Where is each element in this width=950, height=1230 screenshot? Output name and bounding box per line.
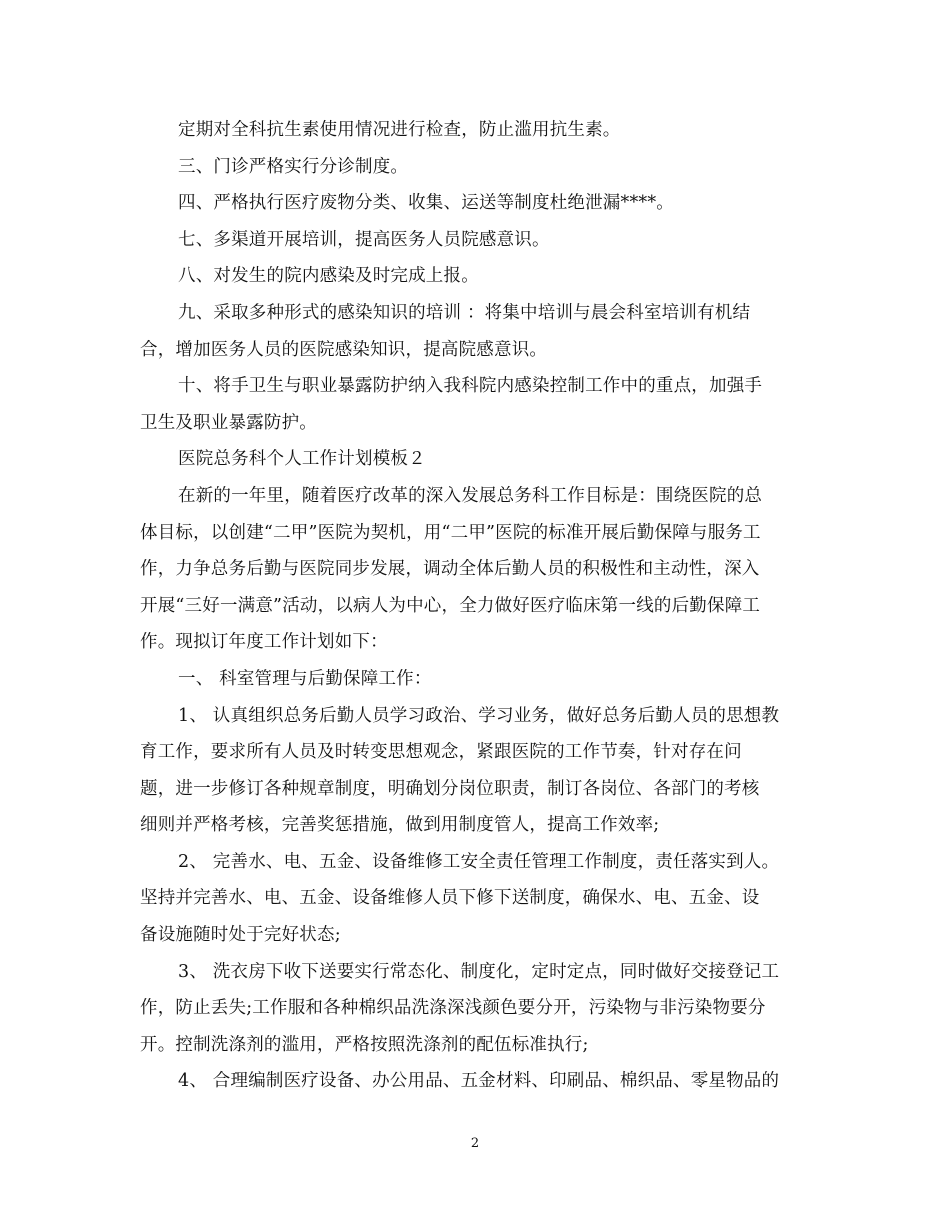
text-line: 卫生及职业暴露防护。 xyxy=(140,412,317,433)
text-line: 作，力争总务后勤与医院同步发展，调动全体后勤人员的积极性和主动性，深入 xyxy=(140,559,760,580)
text-line: 育工作，要求所有人员及时转变思想观念，紧跟医院的工作节奏，针对存在问 xyxy=(140,742,742,763)
text-line: 定期对全科抗生素使用情况进行检查，防止滥用抗生素。 xyxy=(178,120,621,140)
text-line: 备设施随时处于完好状态; xyxy=(140,925,341,946)
text-line: 一、 科室管理与后勤保障工作： xyxy=(178,668,432,689)
text-line: 三、门诊严格实行分诊制度。 xyxy=(178,156,409,177)
text-line: 八、对发生的院内感染及时完成上报。 xyxy=(178,266,479,287)
text-line: 作，防止丢失;工作服和各种棉织品洗涤深浅颜色要分开，污染物与非污染物要分 xyxy=(140,998,766,1019)
text-line: 合，增加医务人员的医院感染知识，提高院感意识。 xyxy=(140,339,548,360)
section-heading: 医院总务科个人工作计划模板２ xyxy=(178,449,426,470)
document-body xyxy=(140,112,820,1100)
page-number: 2 xyxy=(470,1136,480,1151)
text-line: 3、 洗衣房下收下送要实行常态化、制度化，定时定点，同时做好交接登记工 xyxy=(178,961,780,982)
text-line: 4、 合理编制医疗设备、办公用品、五金材料、印刷品、棉织品、零星物品的 xyxy=(178,1071,780,1092)
text-line: 七、多渠道开展培训，提高医务人员院感意识。 xyxy=(178,229,550,250)
text-line: 题，进一步修订各种规章制度，明确划分岗位职责，制订各岗位、各部门的考核 xyxy=(140,778,760,799)
text-line: 体目标，以创建“二甲”医院为契机，用“二甲”医院的标准开展后勤保障与服务工 xyxy=(140,522,761,543)
text-line: 九、采取多种形式的感染知识的培训 ：将集中培训与晨会科室培训有机结 xyxy=(178,302,751,323)
text-line: 坚持并完善水、电、五金、设备维修人员下修下送制度，确保水、电、五金、设 xyxy=(140,888,760,909)
text-line: 2、 完善水、电、五金、设备维修工安全责任管理工作制度，责任落实到人。 xyxy=(178,851,780,872)
text-line: 细则并严格考核，完善奖惩措施，做到用制度管人，提高工作效率; xyxy=(140,815,660,836)
text-line: 开。控制洗涤剂的滥用，严格按照洗涤剂的配伍标准执行; xyxy=(140,1034,589,1055)
text-line: 在新的一年里，随着医疗改革的深入发展总务科工作目标是：围绕医院的总 xyxy=(178,485,763,506)
text-line: 1、 认真组织总务后勤人员学习政治、学习业务，做好总务后勤人员的思想教 xyxy=(178,705,780,726)
text-line: 作。现拟订年度工作计划如下： xyxy=(140,632,388,653)
text-line: 四、严格执行医疗废物分类、收集、运送等制度杜绝泄漏****。 xyxy=(178,193,674,214)
text-line: 十、将手卫生与职业暴露防护纳入我科院内感染控制工作中的重点，加强手 xyxy=(178,376,763,397)
text-line: 开展“三好一满意”活动，以病人为中心，全力做好医疗临床第一线的后勤保障工 xyxy=(140,595,761,616)
